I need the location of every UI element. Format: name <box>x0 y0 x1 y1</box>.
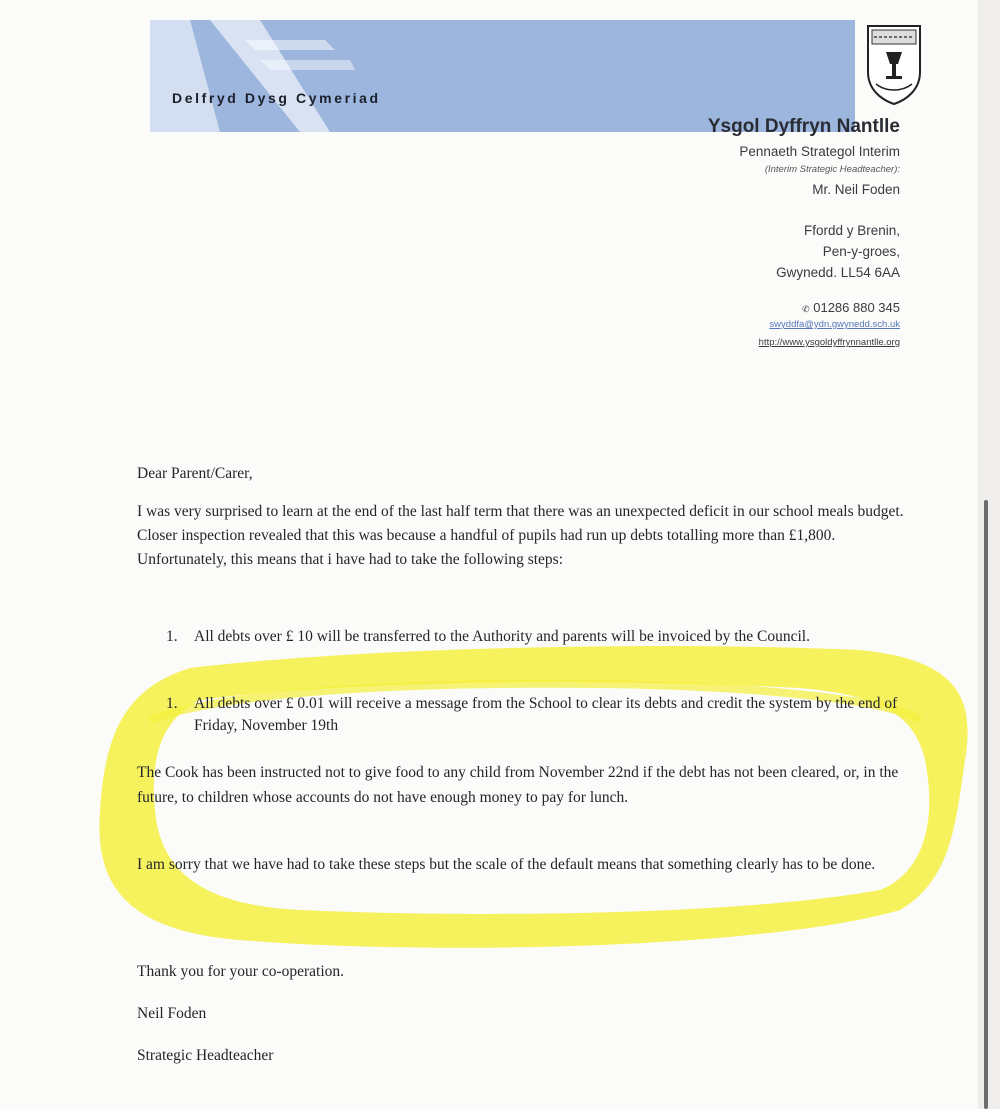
head-title: Pennaeth Strategol Interim <box>739 144 900 159</box>
paragraph-apology: I am sorry that we have had to take these steps but the scale of the default means that something clearly has to be done. <box>137 856 876 873</box>
school-crest-icon <box>864 22 924 106</box>
address-line: Gwynedd. LL54 6AA <box>776 265 900 280</box>
address-line: Ffordd y Brenin, <box>803 223 900 238</box>
phone-number: ✆ 01286 880 345 <box>802 300 900 315</box>
address-line: Pen-y-groes, <box>822 244 900 259</box>
school-name: Ysgol Dyffryn Nantlle <box>707 116 900 137</box>
list-number: 1. <box>166 628 178 645</box>
scrollbar[interactable] <box>984 500 988 1109</box>
list-number: 1. <box>166 695 178 712</box>
school-motto: Delfryd Dysg Cymeriad <box>172 90 381 106</box>
list-text: All debts over £ 10 will be transferred to the Authority and parents will be invoiced by the Council. <box>194 628 810 645</box>
greeting: Dear Parent/Carer, <box>137 465 253 482</box>
email-link[interactable]: swyddfa@ydn.gwynedd.sch.uk <box>769 319 900 330</box>
website-link[interactable]: http://www.ysgoldyffrynnantlle.org <box>758 337 900 348</box>
head-title-english: (Interim Strategic Headteacher): <box>764 164 900 175</box>
phone-icon: ✆ <box>802 304 810 314</box>
list-text: All debts over £ 0.01 will receive a message from the School to clear its debts and credit the system by the end of Friday, November 19th <box>194 695 898 734</box>
signature-name: Neil Foden <box>137 1005 207 1022</box>
signature-title: Strategic Headteacher <box>137 1047 274 1064</box>
postal-address <box>776 220 900 283</box>
paragraph-cook: The Cook has been instructed not to give food to any child from November 22nd if the debt has not been cleared, or, in the future, to children whose accounts do not have enough money to pay for lunch. <box>137 764 899 806</box>
paragraph-intro: I was very surprised to learn at the end of the last half term that there was an unexpected deficit in our school meals budget. Closer inspection revealed that this was because a handful of pupils had run up debts totalling more than £1,800. Unfortunately, this means that i have had to take the following steps: <box>137 503 904 568</box>
head-name: Mr. Neil Foden <box>812 182 900 197</box>
closing-thanks: Thank you for your co-operation. <box>137 963 345 980</box>
